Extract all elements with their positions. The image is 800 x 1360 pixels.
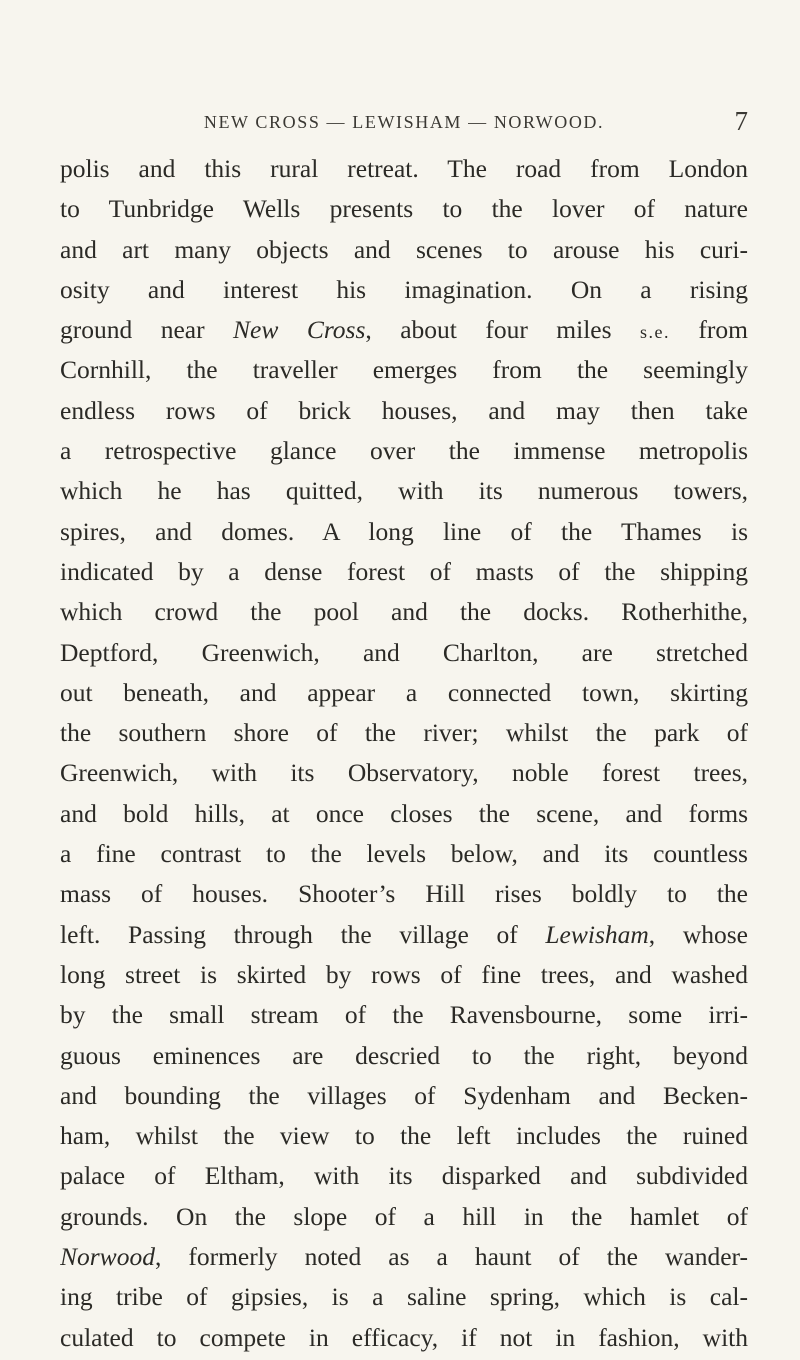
text-line (60, 713, 748, 753)
text-run: long street is skirted by rows of fine trees, and washed (60, 959, 748, 989)
text-run: a fine contrast to the levels below, and its countless (60, 839, 748, 869)
text-run: guous eminences are descried to the right, beyond (60, 1040, 748, 1070)
text-run: to Tunbridge Wells presents to the lover of nature (60, 194, 748, 224)
text-run: palace of Eltham, with its disparked and subdivided (60, 1161, 748, 1191)
text-run: , whose (648, 919, 748, 949)
text-line (60, 230, 748, 270)
text-line (60, 753, 748, 793)
text-line (60, 1156, 748, 1196)
text-line (60, 471, 748, 511)
text-run: by the small stream of the Ravensbourne, some irri- (60, 1000, 748, 1030)
text-line (60, 189, 748, 229)
text-run: ing tribe of gipsies, is a saline spring, which is cal- (60, 1282, 748, 1312)
text-line (60, 270, 748, 310)
text-run: ham, whilst the view to the left includes the ruined (60, 1121, 748, 1151)
text-line (60, 1076, 748, 1116)
text-line (60, 834, 748, 874)
text-line (60, 1277, 748, 1317)
running-head (60, 108, 748, 140)
text-line (60, 431, 748, 471)
text-line (60, 350, 748, 390)
text-run: culated to compete in efficacy, if not in fashion, with (60, 1322, 748, 1352)
place-name-norwood: Norwood (60, 1242, 155, 1272)
place-name-new-cross: New Cross (233, 315, 366, 345)
text-line (60, 592, 748, 632)
text-run: mass of houses. Shooter’s Hill rises boldly to the (60, 879, 748, 909)
text-run: endless rows of brick houses, and may then take (60, 395, 748, 425)
text-run: spires, and domes. A long line of the Thames is (60, 516, 748, 546)
page-number: 7 (734, 106, 748, 136)
text-line (60, 1197, 748, 1237)
text-run: and art many objects and scenes to arouse his curi- (60, 234, 748, 264)
text-run: out beneath, and appear a connected town, skirting (60, 677, 748, 707)
text-line (60, 673, 748, 713)
text-run: which he has quitted, with its numerous towers, (60, 476, 748, 506)
text-line (60, 1237, 748, 1277)
text-run: indicated by a dense forest of masts of the shipping (60, 556, 748, 586)
text-line (60, 552, 748, 592)
text-run: which crowd the pool and the docks. Rotherhithe, (60, 597, 748, 627)
text-run: Deptford, Greenwich, and Charlton, are stretched (60, 637, 748, 667)
text-line (60, 955, 748, 995)
text-line (60, 874, 748, 914)
text-run: a retrospective glance over the immense metropolis (60, 436, 748, 466)
text-run: , about four miles (365, 315, 640, 345)
text-run: Greenwich, with its Observatory, noble forest trees, (60, 758, 748, 788)
text-line (60, 149, 748, 189)
text-line (60, 915, 748, 955)
text-line (60, 633, 748, 673)
text-run: ground near (60, 315, 234, 345)
body-text (60, 149, 748, 1358)
place-name-lewisham: Lewisham (545, 919, 649, 949)
text-run: the southern shore of the river; whilst the park of (60, 718, 748, 748)
text-line (60, 1036, 748, 1076)
text-run: grounds. On the slope of a hill in the hamlet of (60, 1201, 748, 1231)
text-line (60, 1318, 748, 1358)
text-run: , formerly noted as a haunt of the wander- (154, 1242, 748, 1272)
text-run: from (669, 315, 748, 345)
text-run: and bold hills, at once closes the scene, and forms (60, 798, 748, 828)
text-run: and bounding the villages of Sydenham and Becken- (60, 1080, 748, 1110)
running-title: NEW CROSS — LEWISHAM — NORWOOD. (203, 112, 605, 132)
abbreviation-se: s.e. (639, 322, 670, 343)
text-line (60, 995, 748, 1035)
text-run: left. Passing through the village of (60, 919, 546, 949)
text-run: osity and interest his imagination. On a rising (60, 274, 748, 304)
text-run: Cornhill, the traveller emerges from the seemingly (60, 355, 748, 385)
text-run: polis and this rural retreat. The road from London (60, 154, 748, 183)
text-line (60, 310, 748, 350)
text-line (60, 391, 748, 431)
text-line (60, 1116, 748, 1156)
text-line (60, 512, 748, 552)
text-line (60, 794, 748, 834)
